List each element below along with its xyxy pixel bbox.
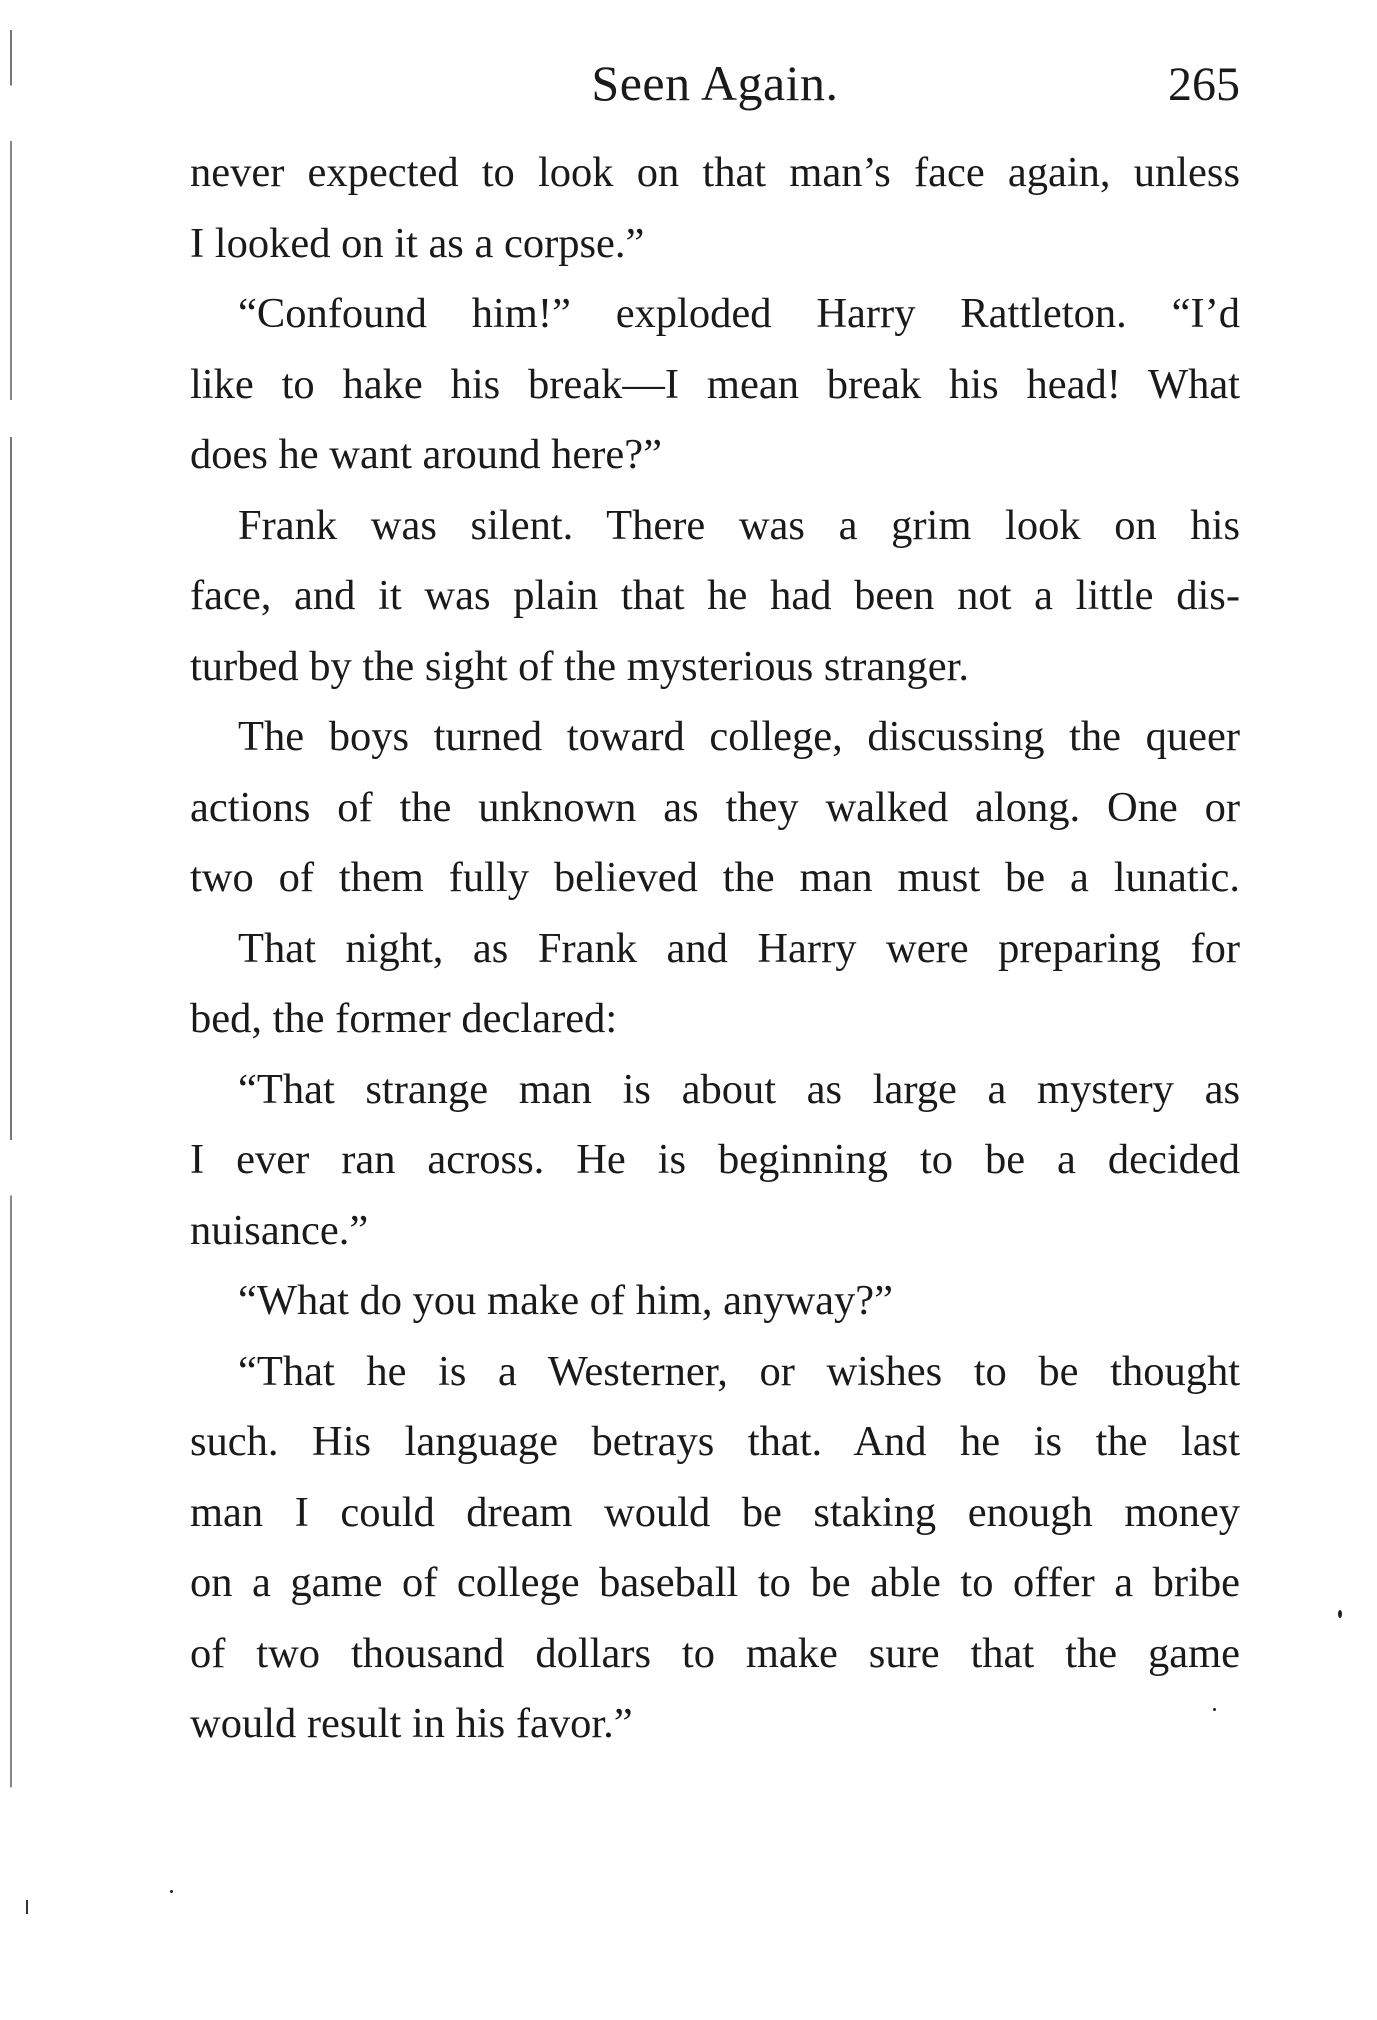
scan-speck [170,1890,173,1893]
running-head: Seen Again. [591,55,839,111]
text-line: “What do you make of him, anyway?” [238,1277,893,1324]
text-line: never expected to look on that man’s face again, unless [190,149,1240,196]
page-number: 265 [1168,58,1240,111]
text-line: like to hake his break—I mean break his head! What [190,360,1240,408]
text-line: “That he is a Westerner, or wishes to be thought [238,1347,1240,1395]
text-line: does he want around here?” [190,431,663,478]
scan-speck [1338,1610,1342,1618]
text-line: “That strange man is about as large a mystery as [238,1065,1240,1113]
text-line: of two thousand dollars to make sure that the game [190,1629,1240,1677]
text-line: That night, as Frank and Harry were preparing for [238,924,1240,972]
body-text [190,138,1240,1760]
scan-margin-mark [26,1900,28,1914]
text-line: turbed by the sight of the mysterious stranger. [190,642,970,690]
text-line: I ever ran across. He is beginning to be a decided [190,1136,1240,1183]
text-line: on a game of college baseball to be able to offer a bribe [190,1559,1240,1606]
text-line: would result in his favor.” [190,1700,633,1747]
text-line: actions of the unknown as they walked along. One or [190,783,1240,831]
text-line: I looked on it as a corpse.” [190,219,645,267]
text-line: two of them fully believed the man must be a lunatic. [190,854,1240,901]
page-header [190,48,1240,118]
text-line: such. His language betrays that. And he is the last [190,1418,1240,1465]
text-line: face, and it was plain that he had been not a little dis- [190,572,1240,619]
text-line: bed, the former declared: [190,995,618,1042]
text-line: The boys turned toward college, discussing the queer [238,713,1240,760]
text-line: Frank was silent. There was a grim look on his [238,501,1240,549]
text-line: “Confound him!” exploded Harry Rattleton. “I’d [238,290,1240,337]
scan-margin-line [10,30,12,1880]
text-line: man I could dream would be staking enough money [190,1488,1240,1536]
text-line: nuisance.” [190,1206,369,1254]
